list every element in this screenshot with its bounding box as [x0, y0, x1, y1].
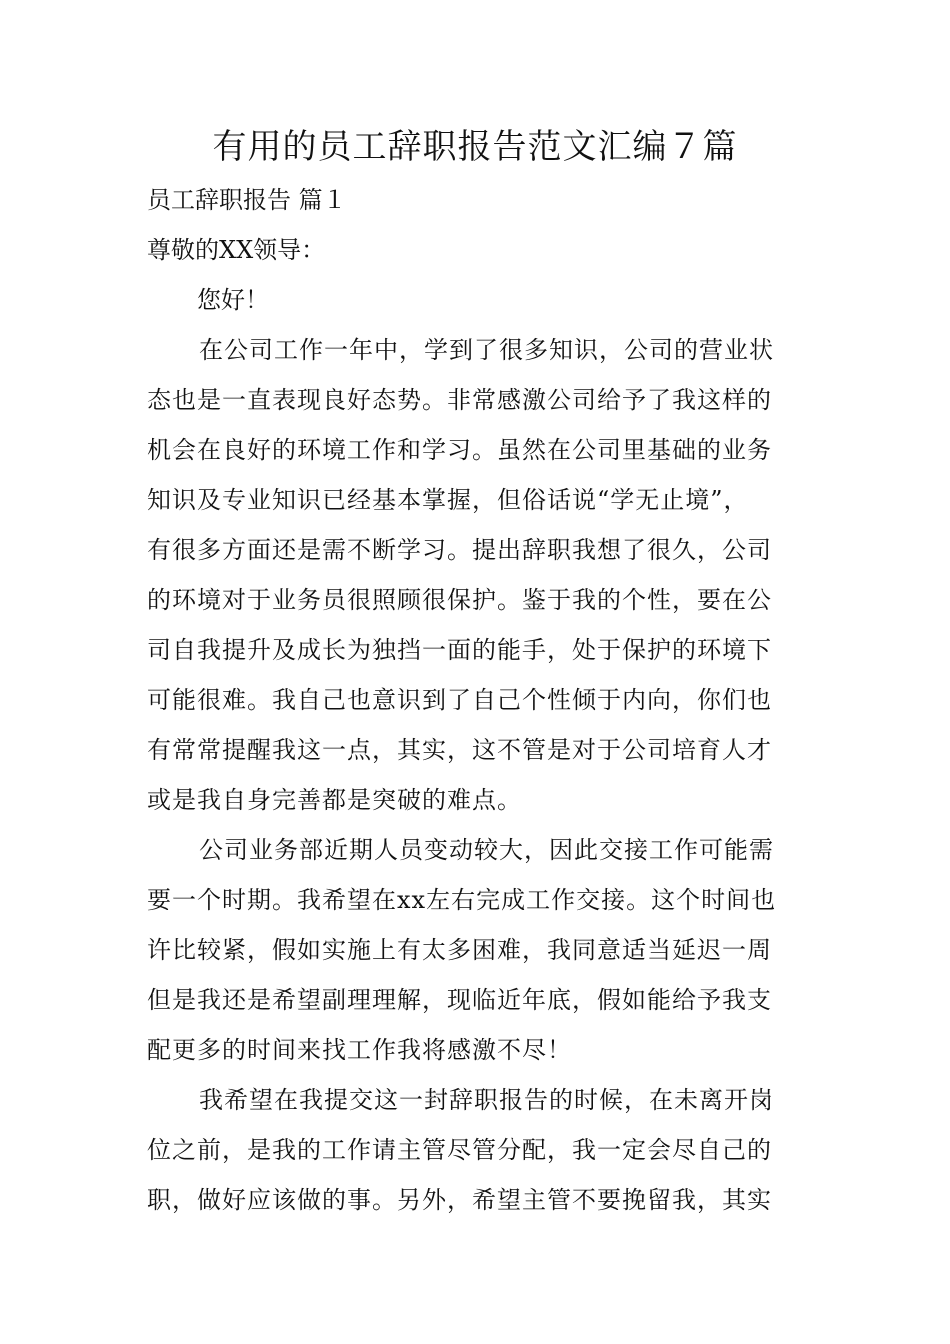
- paragraph-line: 要一个时期。我希望在xx左右完成工作交接。这个时间也: [147, 886, 777, 914]
- paragraph-line: 的环境对于业务员很照顾很保护。鉴于我的个性，要在公: [147, 586, 772, 614]
- paragraph-3: [147, 1075, 807, 1225]
- paragraph-line: 在公司工作一年中，学到了很多知识，公司的营业状: [199, 336, 774, 364]
- paragraph-line: 知识及专业知识已经基本掌握，但俗话说“学无止境”，: [147, 486, 749, 514]
- paragraph-line: 司自我提升及成长为独挡一面的能手，处于保护的环境下: [147, 636, 772, 664]
- paragraph-line: 可能很难。我自己也意识到了自己个性倾于内向，你们也: [147, 686, 772, 714]
- paragraph-line: 职，做好应该做的事。另外，希望主管不要挽留我，其实: [147, 1186, 772, 1214]
- paragraph-line: 有很多方面还是需不断学习。提出辞职我想了很久，公司: [147, 536, 772, 564]
- paragraph-line: 许比较紧，假如实施上有太多困难，我同意适当延迟一周: [147, 936, 772, 964]
- paragraph-line: 但是我还是希望副理理解，现临近年底，假如能给予我支: [147, 986, 772, 1014]
- paragraph-line: 位之前，是我的工作请主管尽管分配，我一定会尽自己的: [147, 1136, 772, 1164]
- paragraph-1: [147, 325, 807, 825]
- paragraph-line: 态也是一直表现良好态势。非常感激公司给予了我这样的: [147, 386, 772, 414]
- paragraph-line: 配更多的时间来找工作我将感激不尽！: [147, 1036, 572, 1064]
- paragraph-line: 机会在良好的环境工作和学习。虽然在公司里基础的业务: [147, 436, 772, 464]
- paragraph-line: 或是我自身完善都是突破的难点。: [147, 786, 522, 814]
- paragraph-2: [147, 825, 807, 1075]
- paragraph-line: 有常常提醒我这一点，其实，这不管是对于公司培育人才: [147, 736, 772, 764]
- paragraph-line: 公司业务部近期人员变动较大，因此交接工作可能需: [199, 836, 774, 864]
- paragraph-line: 我希望在我提交这一封辞职报告的时候，在未离开岗: [199, 1086, 774, 1114]
- section-heading: 员工辞职报告 篇１: [147, 186, 347, 214]
- salutation: 尊敬的XX领导：: [147, 236, 326, 264]
- greeting: 您好！: [197, 286, 269, 314]
- document-title: 有用的员工辞职报告范文汇编７篇: [212, 127, 738, 167]
